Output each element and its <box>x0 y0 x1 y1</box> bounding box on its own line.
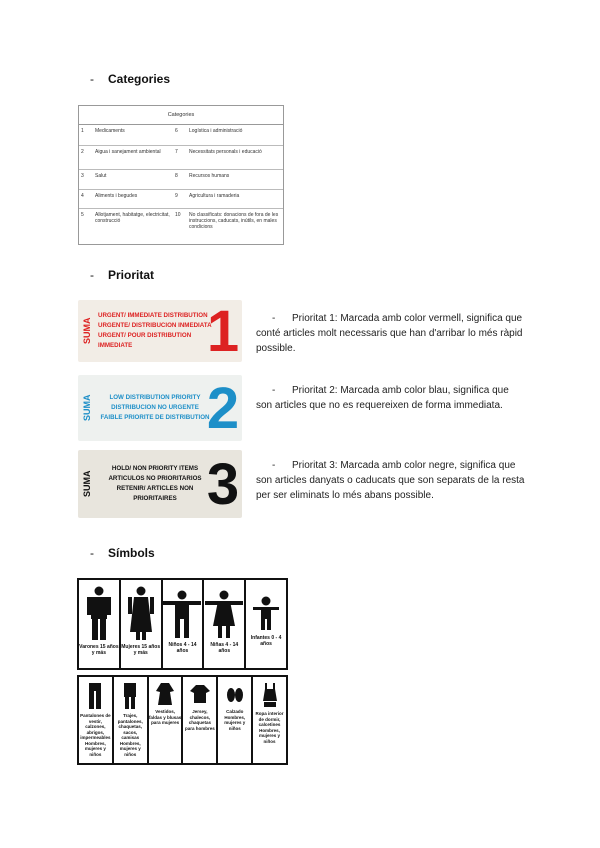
symbol-cell <box>149 677 184 763</box>
symbol-caption: Trajes, pantalones, chaquetas, sacos, camisas Hombres, mujeres y niños <box>117 713 143 757</box>
shoes-icon <box>225 687 245 703</box>
table-cell: 3 <box>81 173 84 179</box>
underwear-icon <box>262 683 278 707</box>
symbol-cell <box>246 580 286 668</box>
label-line: URGENT/ POUR DISTRIBUTION IMMEDIATE <box>98 332 192 349</box>
woman-icon <box>128 586 154 640</box>
man-icon <box>87 586 111 640</box>
symbol-caption: Infantes 0 - 4 años <box>250 635 282 647</box>
table-row <box>79 146 283 170</box>
table-cell: 10 <box>175 212 181 218</box>
boy-icon <box>163 590 201 638</box>
categories-table <box>78 105 284 245</box>
priority-number: 2 <box>206 375 240 441</box>
symbol-cell <box>121 580 163 668</box>
priority-3-label <box>78 450 242 518</box>
table-cell: Allotjament, habitatge, electricitat, construcció <box>95 212 170 224</box>
bullet-dash: - <box>90 546 94 560</box>
table-row <box>79 190 283 209</box>
symbol-cell <box>253 677 286 763</box>
table-cell: 9 <box>175 193 178 199</box>
table-row <box>79 170 283 190</box>
symbol-cell <box>79 677 114 763</box>
priority-2-description <box>256 383 526 413</box>
priority-1-label <box>78 300 242 362</box>
symbol-caption: Mujeres 15 años y más <box>121 644 161 656</box>
label-line: LOW DISTRIBUTION PRIORITY <box>109 394 201 401</box>
infant-icon <box>251 596 281 630</box>
label-line: FAIBLE PRIORITE DE DISTRIBUTION <box>100 414 210 421</box>
symbol-caption: Niñas 4 - 14 años <box>210 642 239 654</box>
symbol-cell <box>79 580 121 668</box>
table-cell: Salut <box>95 173 107 179</box>
jersey-icon <box>190 685 210 703</box>
symbol-cell <box>218 677 253 763</box>
bullet-dash: - <box>272 460 276 471</box>
table-cell: 1 <box>81 128 84 134</box>
table-cell: No classificats: donacions de fora de les instruccions, caducats, inútils, en males condicions <box>189 212 279 230</box>
priority-heading <box>90 268 154 282</box>
paragraph-text: Prioritat 3: Marcada amb color negre, significa que son articles danyats o caducats que son separats de la resta per ser eliminats lo més abans possible. <box>256 460 525 501</box>
symbol-caption: Pantalones de vestir, calzones, abrigos, impermeables Hombres, mujeres y niños <box>80 713 111 757</box>
table-cell: Recursos humans <box>189 173 230 179</box>
symbol-caption: Varones 15 años y más <box>79 644 119 656</box>
table-cell: Agricultura i ramaderia <box>189 193 240 199</box>
symbol-caption: Jersey, chalecos, chaquetas para hombres <box>185 709 215 731</box>
categories-heading <box>90 72 170 86</box>
paragraph-text: Prioritat 2: Marcada amb color blau, significa que son articles que no es requereixen de forma immediata. <box>256 385 509 411</box>
label-line: RETENIR/ ARTICLES NON PRIORITAIRES <box>116 485 194 502</box>
table-cell: Necessitats personals i educació <box>189 149 262 155</box>
paragraph-text: Prioritat 1: Marcada amb color vermell, significa que conté articles molt necessaris que han d'arribar lo més ràpid possible. <box>256 313 523 354</box>
priority-title: Prioritat <box>108 268 155 282</box>
symbol-caption: Ropa interior de dormir, calcetines Hombres, mujeres y niños <box>255 711 284 744</box>
symbols-heading <box>90 546 155 560</box>
suma-logo: SUMA <box>82 317 92 345</box>
priority-3-description <box>256 458 526 503</box>
symbol-cell <box>163 580 205 668</box>
table-row <box>79 209 283 245</box>
symbol-caption: Vestidos, faldas y blusas para mujeres <box>148 709 182 725</box>
suit-icon <box>122 683 138 709</box>
symbol-cell <box>114 677 149 763</box>
symbol-caption: Niños 4 - 14 años <box>168 642 197 654</box>
priority-number: 1 <box>206 300 240 362</box>
suma-logo: SUMA <box>82 470 92 498</box>
symbols-clothing-row <box>77 675 288 765</box>
table-cell: 5 <box>81 212 84 218</box>
bullet-dash: - <box>272 313 276 324</box>
label-line: HOLD/ NON PRIORITY ITEMS <box>111 465 199 472</box>
suma-logo: SUMA <box>82 394 92 422</box>
table-cell: 6 <box>175 128 178 134</box>
table-row <box>79 125 283 146</box>
categories-title: Categories <box>108 72 171 86</box>
priority-1-description <box>256 311 526 356</box>
bullet-dash: - <box>272 385 276 396</box>
symbol-cell <box>183 677 218 763</box>
symbols-title: Símbols <box>108 546 155 560</box>
categories-table-title: Categories <box>79 106 283 125</box>
table-cell: Logística i administració <box>189 128 243 134</box>
table-cell: Medicaments <box>95 128 125 134</box>
table-cell: 7 <box>175 149 178 155</box>
table-cell: 4 <box>81 193 84 199</box>
symbol-caption: Calzado Hombres, mujeres y niños <box>224 709 246 731</box>
priority-2-label <box>78 375 242 441</box>
bullet-dash: - <box>90 268 94 282</box>
table-cell: Aliments i begudes <box>95 193 138 199</box>
trousers-icon <box>86 683 104 709</box>
bullet-dash: - <box>90 72 94 86</box>
table-cell: 8 <box>175 173 178 179</box>
priority-number: 3 <box>206 451 240 517</box>
symbol-cell <box>204 580 246 668</box>
table-cell: 2 <box>81 149 84 155</box>
label-line: ARTICULOS NO PRIORITARIOS <box>108 475 202 482</box>
symbols-people-row <box>77 578 288 670</box>
table-cell: Aigua i sanejament ambiental <box>95 149 161 155</box>
label-line: URGENT/ IMMEDIATE DISTRIBUTION <box>98 312 208 319</box>
label-line: DISTRIBUCION NO URGENTE <box>111 404 199 411</box>
girl-icon <box>205 590 243 638</box>
dress-icon <box>156 683 174 705</box>
label-line: URGENTE/ DISTRIBUCION INMEDIATA <box>98 322 212 329</box>
